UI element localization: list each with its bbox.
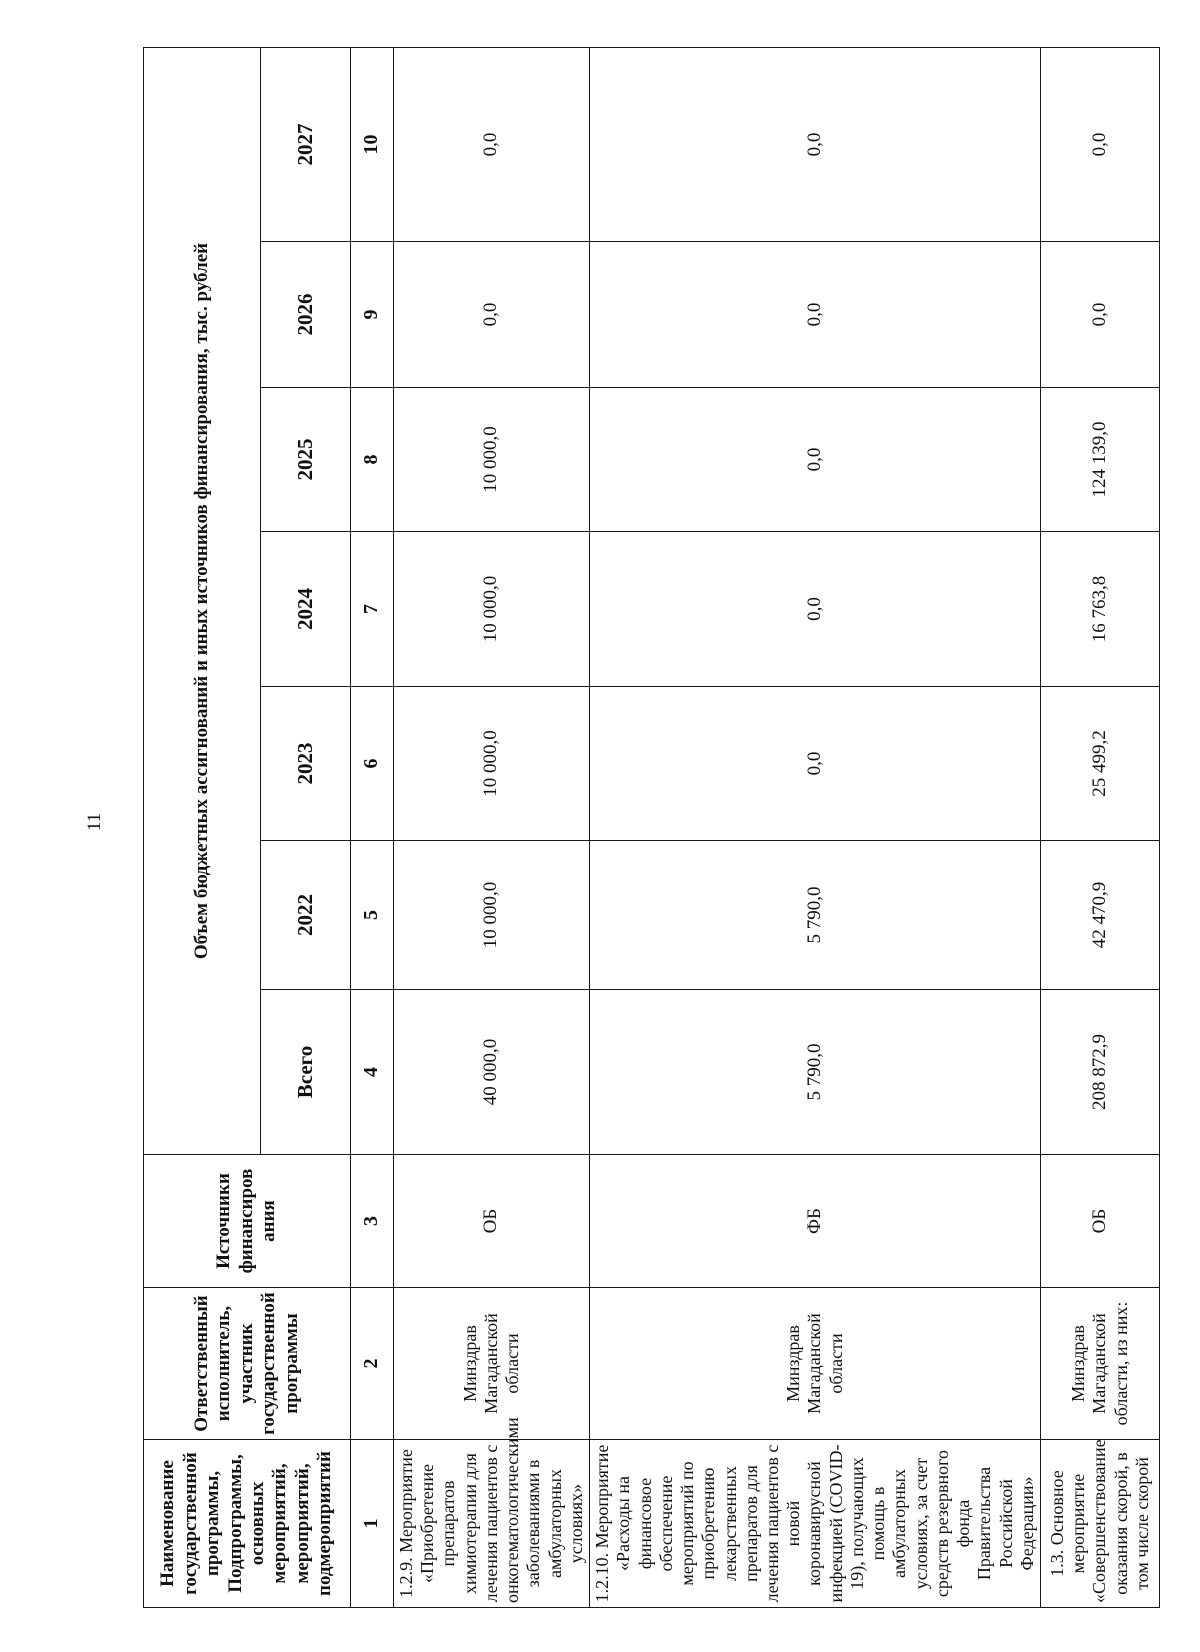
column-number: 10 [351, 47, 394, 241]
row-value: 0,0 [590, 532, 1041, 687]
column-number: 4 [351, 990, 394, 1155]
row-value: 16 763,8 [1041, 532, 1160, 687]
header-source: Источники финансиров ания [144, 1155, 351, 1288]
budget-table [143, 47, 1160, 1608]
row-value: 10 000,0 [394, 532, 590, 687]
column-number: 1 [351, 1440, 394, 1608]
row-total: 40 000,0 [394, 990, 590, 1155]
header-executor: Ответственный исполнитель, участник государственной программы [144, 1288, 351, 1440]
row-value: 25 499,2 [1041, 687, 1160, 841]
row-executor: Минздрав Магаданской области [394, 1288, 590, 1440]
row-value: 10 000,0 [394, 388, 590, 532]
row-name: 1.2.10. Мероприятие «Расходы на финансовое обеспечение мероприятий по приобретению лекарственных препаратов для лечения пациентов с новой коронавирусной инфекцией (COVID-19), получающих помощь в амбулаторных условиях, за счет средств резервного фонда Правительства Российской Федерации» [590, 1440, 1041, 1608]
row-total: 208 872,9 [1041, 990, 1160, 1155]
header-budget-group: Объем бюджетных ассигнований и иных источников финансирования, тыс. рублей [144, 47, 261, 1154]
row-name: 1.3. Основное мероприятие «Совершенствование оказания скорой, в том числе скорой [1041, 1440, 1160, 1608]
row-value: 0,0 [394, 47, 590, 241]
table-row [394, 47, 590, 1607]
column-number: 3 [351, 1155, 394, 1288]
row-value: 42 470,9 [1041, 841, 1160, 990]
column-number: 2 [351, 1288, 394, 1440]
row-value: 10 000,0 [394, 687, 590, 841]
page-number: 11 [84, 812, 105, 832]
row-value: 0,0 [1041, 242, 1160, 388]
column-number: 5 [351, 841, 394, 990]
header-year: 2023 [261, 687, 351, 841]
row-value: 10 000,0 [394, 841, 590, 990]
row-source: ФБ [590, 1155, 1041, 1288]
header-year: 2022 [261, 841, 351, 990]
row-name: 1.2.9. Мероприятие «Приобретение препаратов химиотерапии для лечения пациентов с онкогематологическими заболеваниями в амбулаторных условиях» [394, 1440, 590, 1608]
row-value: 0,0 [1041, 47, 1160, 241]
header-year: 2027 [261, 47, 351, 241]
table-row [590, 47, 1041, 1607]
column-number: 7 [351, 532, 394, 687]
header-year: 2025 [261, 388, 351, 532]
row-total: 5 790,0 [590, 990, 1041, 1155]
row-value: 0,0 [394, 242, 590, 388]
row-value: 124 139,0 [1041, 388, 1160, 532]
header-year: 2024 [261, 532, 351, 687]
column-number: 9 [351, 242, 394, 388]
column-number: 6 [351, 687, 394, 841]
row-value: 0,0 [590, 388, 1041, 532]
row-executor: Минздрав Магаданской области [590, 1288, 1041, 1440]
row-value: 0,0 [590, 687, 1041, 841]
row-executor: Минздрав Магаданской области, из них: [1041, 1288, 1160, 1440]
header-name: Наименование государственной программы, Подпрограммы, основных мероприятий, мероприятий, подмероприятий [144, 1440, 351, 1608]
row-source: ОБ [394, 1155, 590, 1288]
header-row [144, 47, 261, 1607]
row-value: 0,0 [590, 242, 1041, 388]
row-value: 5 790,0 [590, 841, 1041, 990]
column-number: 8 [351, 388, 394, 532]
row-source: ОБ [1041, 1155, 1160, 1288]
table-row [1041, 47, 1160, 1607]
header-year: 2026 [261, 242, 351, 388]
row-value: 0,0 [590, 47, 1041, 241]
column-number-row [351, 47, 394, 1607]
header-total: Всего [261, 990, 351, 1155]
